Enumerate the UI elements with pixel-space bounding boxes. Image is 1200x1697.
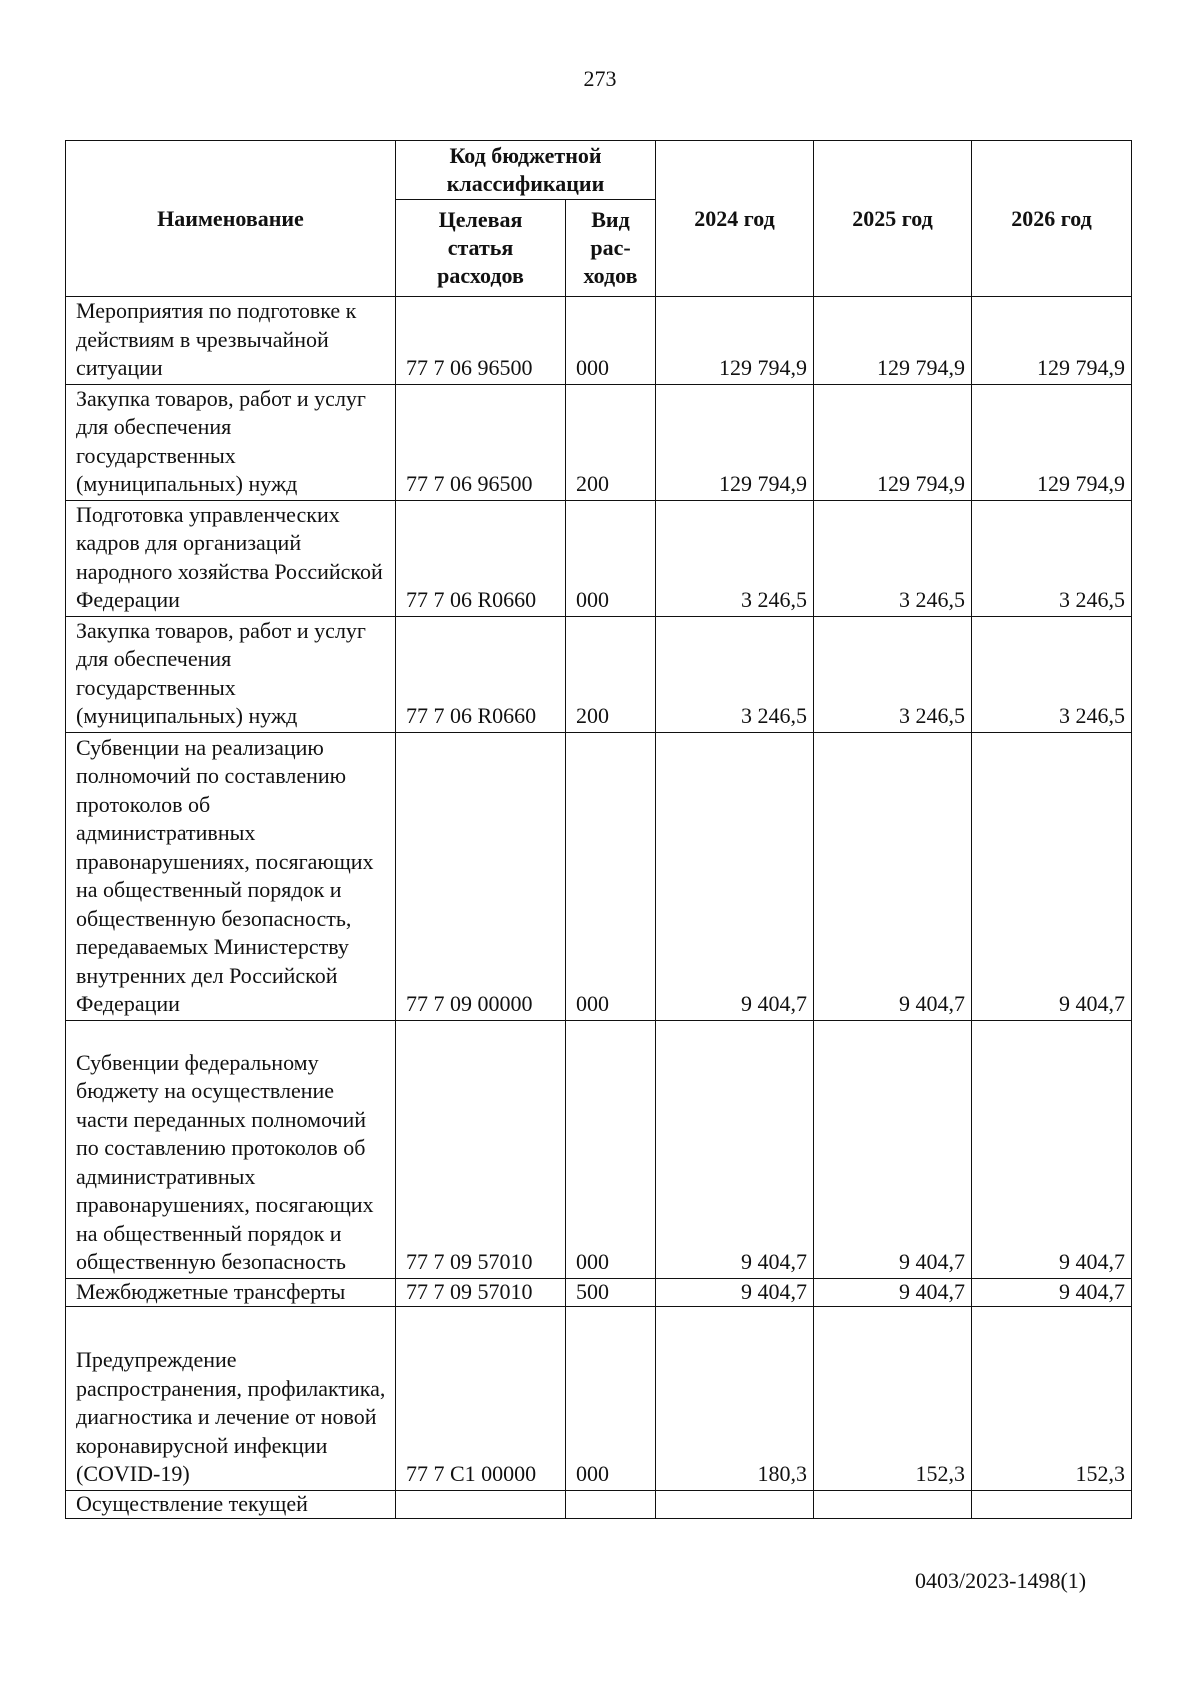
row-target-code: 77 7 C1 00000 [396,1306,566,1490]
table-row [66,616,1132,732]
row-value-2025: 9 404,7 [814,1020,972,1278]
row-expense-kind: 500 [566,1278,656,1306]
header-expense-kind: Вид рас-ходов [566,200,656,297]
row-expense-kind [566,1490,656,1518]
row-value-2024: 9 404,7 [656,732,814,1020]
table-row [66,384,1132,500]
row-target-code: 77 7 09 57010 [396,1020,566,1278]
row-value-2026: 3 246,5 [972,616,1132,732]
row-expense-kind: 200 [566,384,656,500]
document-code: 0403/2023-1498(1) [915,1568,1087,1593]
table-row [66,1490,1132,1518]
row-value-2025: 129 794,9 [814,384,972,500]
row-value-2026: 129 794,9 [972,297,1132,385]
row-value-2024: 3 246,5 [656,616,814,732]
row-value-2026: 129 794,9 [972,384,1132,500]
row-target-code: 77 7 06 R0660 [396,500,566,616]
row-target-code: 77 7 09 00000 [396,732,566,1020]
row-value-2026: 152,3 [972,1306,1132,1490]
row-value-2024: 9 404,7 [656,1278,814,1306]
row-target-code: 77 7 09 57010 [396,1278,566,1306]
row-expense-kind: 000 [566,1020,656,1278]
row-expense-kind: 000 [566,500,656,616]
table-body [66,297,1132,1519]
row-name: Субвенции федеральному бюджету на осуществление части переданных полномочий по составлению протоколов об административных правонарушениях, посягающих на общественный порядок и общественную безопасность [66,1020,396,1278]
budget-table [65,140,1132,1519]
header-target-article: Целевая статья расходов [396,200,566,297]
row-value-2026: 3 246,5 [972,500,1132,616]
row-target-code: 77 7 06 96500 [396,384,566,500]
page-number: 273 [583,66,617,91]
row-name: Подготовка управленческих кадров для организаций народного хозяйства Российской Федерации [66,500,396,616]
row-name: Осуществление текущей [66,1490,396,1518]
header-2024: 2024 год [656,141,814,297]
row-expense-kind: 000 [566,297,656,385]
row-expense-kind: 000 [566,1306,656,1490]
table-row [66,1278,1132,1306]
table-row [66,732,1132,1020]
header-name: Наименование [66,141,396,297]
row-name: Закупка товаров, работ и услуг для обеспечения государственных (муниципальных) нужд [66,384,396,500]
table-header [66,141,1132,297]
row-name: Предупреждение распространения, профилактика, диагностика и лечение от новой коронавирусной инфекции (COVID-19) [66,1306,396,1490]
row-name: Межбюджетные трансферты [66,1278,396,1306]
row-name: Закупка товаров, работ и услуг для обеспечения государственных (муниципальных) нужд [66,616,396,732]
row-target-code: 77 7 06 96500 [396,297,566,385]
row-target-code: 77 7 06 R0660 [396,616,566,732]
row-name: Мероприятия по подготовке к действиям в чрезвычайной ситуации [66,297,396,385]
row-value-2026 [972,1490,1132,1518]
row-value-2026: 9 404,7 [972,732,1132,1020]
row-expense-kind: 200 [566,616,656,732]
row-value-2024: 9 404,7 [656,1020,814,1278]
row-value-2025: 152,3 [814,1306,972,1490]
row-value-2024: 180,3 [656,1306,814,1490]
row-value-2024 [656,1490,814,1518]
row-value-2025: 3 246,5 [814,500,972,616]
row-value-2024: 129 794,9 [656,297,814,385]
row-name: Субвенции на реализацию полномочий по составлению протоколов об административных правонарушениях, посягающих на общественный порядок и общественную безопасность, передаваемых Министерству внутренних дел Российской Федерации [66,732,396,1020]
row-value-2025: 9 404,7 [814,1278,972,1306]
table-row [66,1306,1132,1490]
row-value-2025: 129 794,9 [814,297,972,385]
table-row [66,1020,1132,1278]
row-value-2024: 129 794,9 [656,384,814,500]
row-value-2026: 9 404,7 [972,1278,1132,1306]
row-value-2026: 9 404,7 [972,1020,1132,1278]
row-value-2025 [814,1490,972,1518]
table-row [66,297,1132,385]
row-value-2024: 3 246,5 [656,500,814,616]
table-row [66,500,1132,616]
header-2026: 2026 год [972,141,1132,297]
row-value-2025: 3 246,5 [814,616,972,732]
header-2025: 2025 год [814,141,972,297]
header-code-group: Код бюджетной классификации [396,141,656,200]
row-target-code [396,1490,566,1518]
row-value-2025: 9 404,7 [814,732,972,1020]
row-expense-kind: 000 [566,732,656,1020]
